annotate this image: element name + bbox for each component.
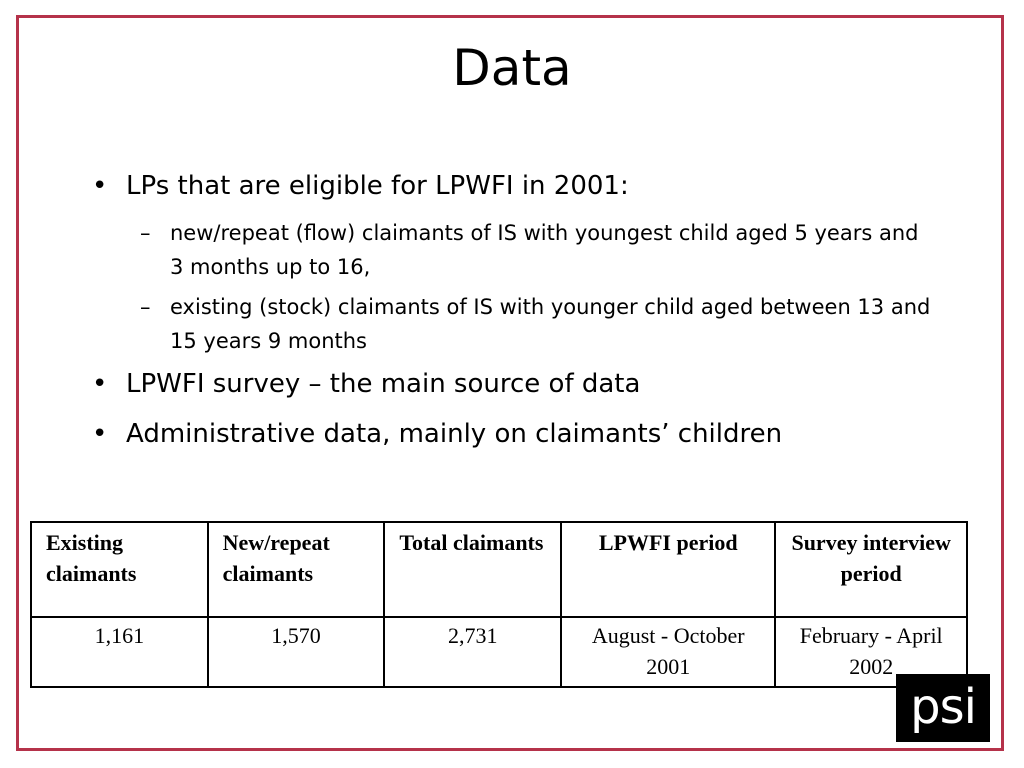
sub-bullet-text: existing (stock) claimants of IS with younger child aged between 13 and 15 years 9 months bbox=[170, 295, 931, 353]
column-header: Total claimants bbox=[384, 522, 561, 617]
column-header: New/repeat claimants bbox=[208, 522, 385, 617]
bullet-item bbox=[92, 418, 932, 450]
table-cell: 1,570 bbox=[208, 617, 385, 687]
psi-logo-icon: psi bbox=[896, 674, 990, 742]
bullet-item bbox=[92, 170, 932, 202]
bullet-text: LPWFI survey – the main source of data bbox=[126, 369, 641, 399]
sub-bullet-item bbox=[92, 216, 932, 284]
bullet-text: Administrative data, mainly on claimants’ children bbox=[126, 419, 783, 449]
sub-bullet-item bbox=[92, 290, 932, 358]
table-cell: August - October 2001 bbox=[561, 617, 775, 687]
sub-bullet-text: new/repeat (flow) claimants of IS with youngest child aged 5 years and 3 months up to 16, bbox=[170, 221, 919, 279]
bullet-list bbox=[92, 170, 932, 464]
column-header: LPWFI period bbox=[561, 522, 775, 617]
bullet-text: LPs that are eligible for LPWFI in 2001: bbox=[126, 171, 629, 201]
bullet-marker: • bbox=[92, 369, 108, 399]
table-cell: 2,731 bbox=[384, 617, 561, 687]
data-table bbox=[30, 521, 968, 688]
table-cell: February - April 2002 bbox=[775, 617, 967, 687]
sub-bullet-marker: – bbox=[140, 221, 151, 245]
table-row bbox=[31, 617, 967, 687]
bullet-marker: • bbox=[92, 419, 108, 449]
table-header-row bbox=[31, 522, 967, 617]
bullet-marker: • bbox=[92, 171, 108, 201]
bullet-item bbox=[92, 368, 932, 400]
column-header: Existing claimants bbox=[31, 522, 208, 617]
column-header: Survey interview period bbox=[775, 522, 967, 617]
sub-bullet-marker: – bbox=[140, 295, 151, 319]
slide-title: Data bbox=[452, 39, 572, 97]
table-cell: 1,161 bbox=[31, 617, 208, 687]
